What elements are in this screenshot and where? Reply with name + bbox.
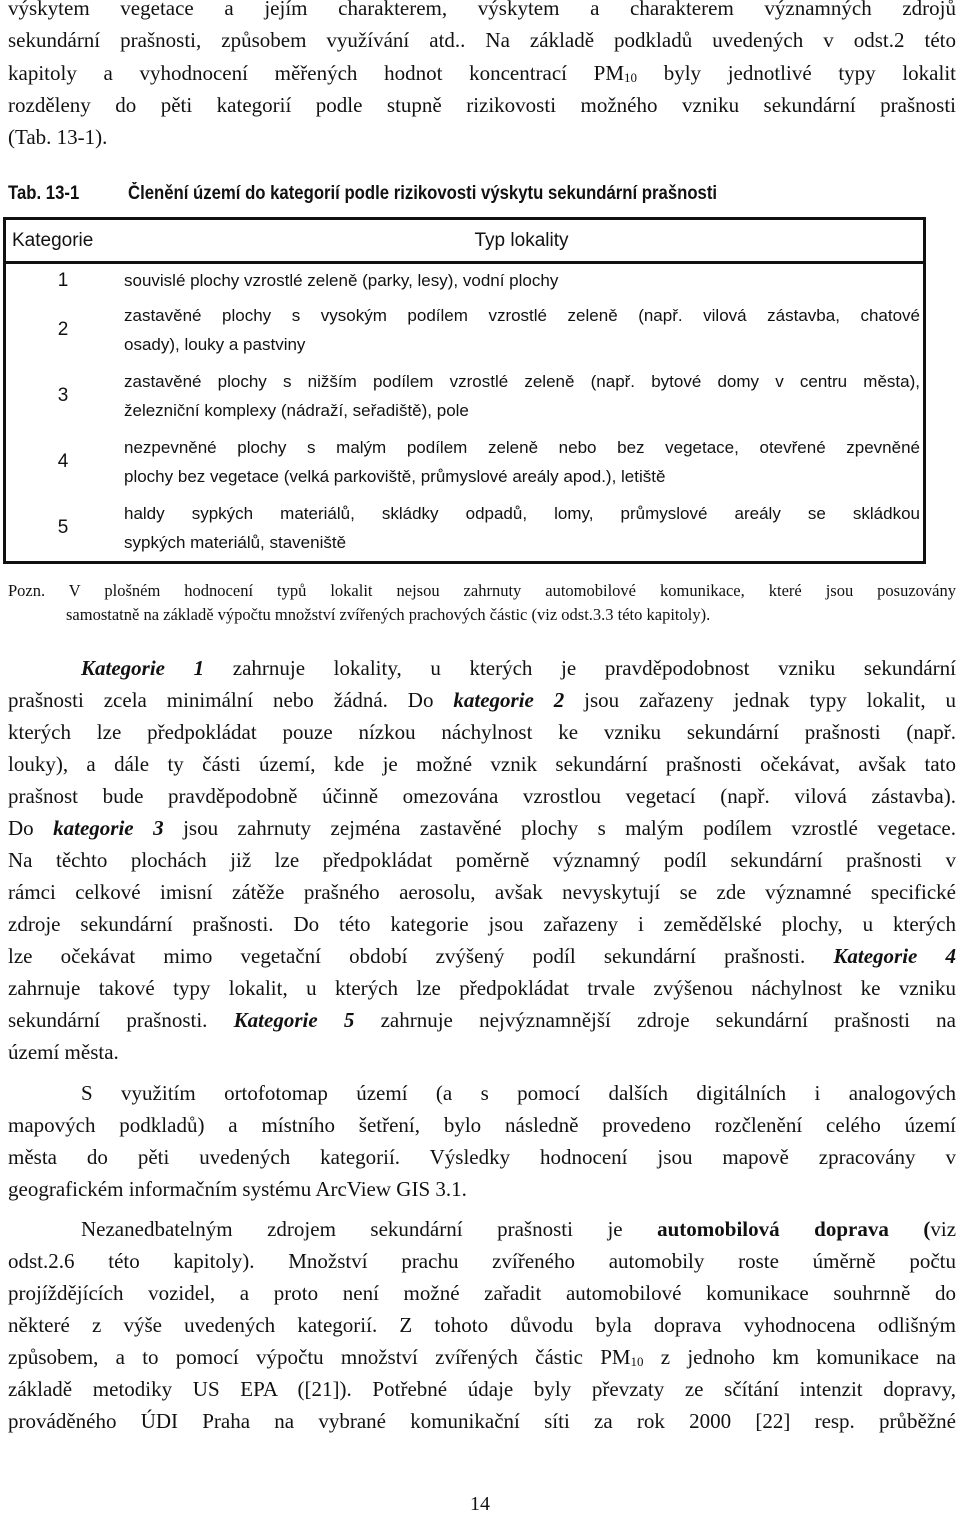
paragraph-line: území města. xyxy=(8,1040,119,1064)
table-note xyxy=(8,579,956,627)
table-title: Členění území do kategorií podle rizikovosti výskytu sekundární prašnosti xyxy=(128,183,718,204)
row-description xyxy=(120,297,925,363)
table-row xyxy=(5,495,925,563)
intro-line-3 xyxy=(8,59,956,87)
paragraph-line: prašnost bude pravděpodobně účinně omezována vzrostlou vegetací (např. vilová zástavba). xyxy=(8,784,956,808)
paragraph-text: sekundární prašnosti. xyxy=(8,1008,234,1032)
paragraph-text: zahrnuje lokality, u kterých je pravděpodobnost vzniku sekundární xyxy=(204,656,956,680)
paragraph-line: některé z výše uvedených kategorií. Z tohoto důvodu byla doprava vyhodnocena odlišným xyxy=(8,1313,956,1337)
category-table xyxy=(3,217,926,564)
row-description-line: zastavěné plochy s vysokým podílem vzrostlé zeleně (např. vilová zástavba, chatové xyxy=(124,306,920,325)
paragraph-text: způsobem, a to pomocí výpočtu množství zvířených částic PM xyxy=(8,1345,631,1369)
intro-line-1: výskytem vegetace a jejím charakterem, výskytem a charakterem významných zdrojů xyxy=(8,0,956,20)
row-description xyxy=(120,263,925,298)
paragraph-line: S využitím ortofotomap území (a s pomocí dalších digitálních i analogových xyxy=(81,1081,956,1105)
header-category: Kategorie xyxy=(5,219,121,263)
header-locality-type: Typ lokality xyxy=(120,219,925,263)
row-category: 3 xyxy=(57,385,69,406)
category-term: kategorie 3 xyxy=(53,816,164,840)
note-line-2: samostatně na základě výpočtu množství zvířených prachových částic (viz odst.3.3 této kapitoly). xyxy=(66,605,711,624)
category-term: kategorie 2 xyxy=(453,688,565,712)
row-category: 4 xyxy=(57,451,69,472)
paragraph-text: Nezanedbatelným zdrojem sekundární prašnosti je xyxy=(81,1217,658,1241)
row-description xyxy=(120,363,925,429)
pm-subscript: 10 xyxy=(630,1354,644,1369)
paragraph-text: jsou zahrnuty zejména zastavěné plochy s malým podílem vzrostlé vegetace. xyxy=(163,816,957,840)
category-term: Kategorie 4 xyxy=(833,944,956,968)
paragraph-line: projíždějících vozidel, a proto není možné zařadit automobilové komunikace souhrnně do xyxy=(8,1281,956,1305)
paragraph-line xyxy=(8,1341,956,1373)
paragraph-line: prováděného ÚDI Praha na vybrané komunikační síti za rok 2000 [22] resp. průběžné xyxy=(8,1409,956,1433)
table-row xyxy=(5,263,925,298)
paragraph-line xyxy=(8,1004,956,1036)
row-description xyxy=(120,495,925,563)
paragraph-orthophoto xyxy=(8,1077,956,1205)
paragraph-line: Na těchto plochách již lze předpokládat poměrně významný podíl sekundární prašnosti v xyxy=(8,848,956,872)
category-term: Kategorie 5 xyxy=(233,1008,355,1032)
paragraph-line: zahrnuje takové typy lokalit, u kterých lze předpokládat trvale zvýšenou náchylnost ke vzniku xyxy=(8,976,956,1000)
paragraph-text: zahrnuje nejvýznamnější zdroje sekundární prašnosti na xyxy=(354,1008,956,1032)
intro-line-5: (Tab. 13-1). xyxy=(8,125,108,149)
paragraph-text: Do xyxy=(8,816,54,840)
row-category: 1 xyxy=(57,269,69,291)
paragraph-text: viz xyxy=(930,1217,957,1241)
table-number: Tab. 13-1 xyxy=(8,183,80,204)
paragraph-line: kterých lze předpokládat pouze nízkou náchylnost ke vzniku sekundární prašnosti (např. xyxy=(8,720,956,744)
page-number: 14 xyxy=(470,1493,490,1515)
intro-line-3-tail: byly jednotlivé typy lokalit xyxy=(637,61,956,85)
table-row xyxy=(5,429,925,495)
paragraph-traffic xyxy=(8,1213,956,1437)
paragraph-text: lze očekávat mimo vegetační období zvýšený podíl sekundární prašnosti. xyxy=(8,944,834,968)
pm-subscript: 10 xyxy=(624,70,638,85)
row-description-line: sypkých materiálů, staveniště xyxy=(124,533,347,552)
bold-term: automobilová doprava ( xyxy=(657,1217,931,1241)
paragraph-line: geografickém informačním systému ArcView GIS 3.1. xyxy=(8,1177,467,1201)
category-term: Kategorie 1 xyxy=(81,656,205,680)
paragraph-text: z jednoho km komunikace na xyxy=(643,1345,956,1369)
paragraph-line xyxy=(8,652,956,684)
paragraph-text: prašnosti zcela minimální nebo žádná. Do xyxy=(8,688,454,712)
table-row xyxy=(5,297,925,363)
row-description-line: železniční komplexy (nádraží, seřadiště), pole xyxy=(124,401,469,420)
table-row xyxy=(5,363,925,429)
intro-line-2: sekundární prašnosti, způsobem využívání atd.. Na základě podkladů uvedených v odst.2 této xyxy=(8,28,956,52)
paragraph-line: rámci celkové imisní zátěže prašného aerosolu, avšak nevyskytují se zde významné specifické xyxy=(8,880,956,904)
paragraph-line: základě metodiky US EPA ([21]). Potřebné údaje byly převzaty ze sčítání intenzit dopravy, xyxy=(8,1377,956,1401)
row-description-line: osady), louky a pastviny xyxy=(124,335,306,354)
paragraph-line xyxy=(8,812,956,844)
row-category: 2 xyxy=(57,319,69,340)
row-description-line: souvislé plochy vzrostlé zeleně (parky, lesy), vodní plochy xyxy=(124,271,559,290)
row-description-line: nezpevněné plochy s malým podílem zeleně nebo bez vegetace, otevřené zpevněné xyxy=(124,438,920,457)
table-header-row xyxy=(5,219,925,263)
row-category: 5 xyxy=(57,517,69,538)
paragraph-categories xyxy=(8,652,956,1068)
paragraph-line: zdroje sekundární prašnosti. Do této kategorie jsou zařazeny i zemědělské plochy, u kterých xyxy=(8,912,956,936)
row-description-line: zastavěné plochy s nižším podílem vzrostlé zeleně (např. bytové domy v centru města), xyxy=(124,372,920,391)
paragraph-line: odst.2.6 této kapitoly). Množství prachu zvířeného automobily roste úměrně počtu xyxy=(8,1249,956,1273)
paragraph-line xyxy=(8,940,956,972)
row-description-line: plochy bez vegetace (velká parkoviště, průmyslové areály apod.), letiště xyxy=(124,467,666,486)
note-line-1: Pozn. V plošném hodnocení typů lokalit nejsou zahrnuty automobilové komunikace, které jsou posuzovány xyxy=(8,581,956,600)
paragraph-line: mapových podkladů) a místního šetření, bylo následně provedeno rozčlenění celého území xyxy=(8,1113,956,1137)
intro-line-3-text: kapitoly a vyhodnocení měřených hodnot koncentrací PM xyxy=(8,61,625,85)
row-description-line: haldy sypkých materiálů, skládky odpadů, lomy, průmyslové areály se skládkou xyxy=(124,504,920,523)
paragraph-line: louky), a dále ty části území, kde je možné vznik sekundární prašnosti očekávat, avšak tato xyxy=(8,752,956,776)
paragraph-line xyxy=(8,1213,956,1245)
paragraph-line: města do pěti uvedených kategorií. Výsledky hodnocení jsou mapově zpracovány v xyxy=(8,1145,956,1169)
paragraph-text: jsou zařazeny jednak typy lokalit, u xyxy=(564,688,956,712)
paragraph-line xyxy=(8,684,956,716)
intro-line-4: rozděleny do pěti kategorií podle stupně rizikovosti možného vzniku sekundární prašnosti xyxy=(8,93,956,117)
row-description xyxy=(120,429,925,495)
